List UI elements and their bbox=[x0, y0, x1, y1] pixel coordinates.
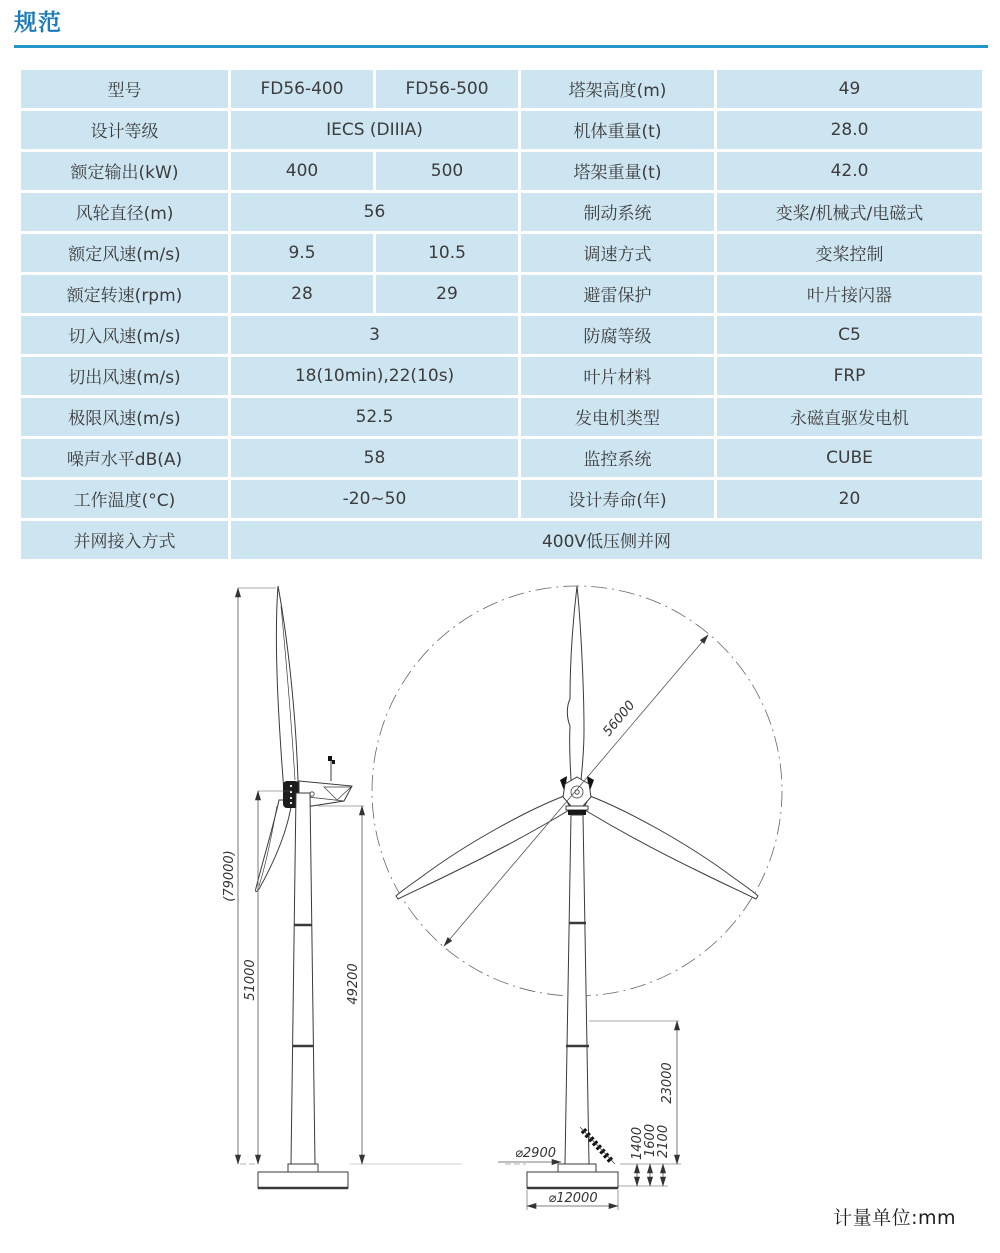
spec-label-cell: 工作温度(°C) bbox=[21, 480, 228, 518]
front-blade-up-icon bbox=[567, 586, 584, 780]
front-tower-icon bbox=[565, 815, 589, 1164]
spec-value-cell: 永磁直驱发电机 bbox=[717, 398, 982, 436]
spec-value-cell: 56 bbox=[231, 193, 518, 231]
spec-value-cell: 20 bbox=[717, 480, 982, 518]
spec-value-cell: C5 bbox=[717, 316, 982, 354]
spec-label-cell: 调速方式 bbox=[521, 234, 714, 272]
spec-label-cell: 监控系统 bbox=[521, 439, 714, 477]
spec-label-cell: 塔架高度(m) bbox=[521, 70, 714, 108]
side-foundation-icon bbox=[240, 1164, 462, 1188]
spec-label-cell: 型号 bbox=[21, 70, 228, 108]
spec-value-cell: FD56-500 bbox=[376, 70, 518, 108]
dim-label-lower-tower: 23000 bbox=[660, 1062, 675, 1104]
spec-label-cell: 避雷保护 bbox=[521, 275, 714, 313]
spec-value-cell: 42.0 bbox=[717, 152, 982, 190]
spec-value-cell: 18(10min),22(10s) bbox=[231, 357, 518, 395]
spec-label-cell: 发电机类型 bbox=[521, 398, 714, 436]
dim-label-overall-height: (79000) bbox=[222, 850, 237, 902]
page-title: 规范 bbox=[14, 10, 62, 36]
spec-label-cell: 额定风速(m/s) bbox=[21, 234, 228, 272]
spec-label-cell: 切出风速(m/s) bbox=[21, 357, 228, 395]
spec-value-cell: 49 bbox=[717, 70, 982, 108]
front-blade-right-icon bbox=[583, 796, 758, 899]
dim-label-hub-height: 51000 bbox=[243, 959, 258, 1001]
spec-value-cell: 29 bbox=[376, 275, 518, 313]
front-blade-left-icon bbox=[396, 796, 571, 899]
spec-value-cell: 400 bbox=[231, 152, 373, 190]
spec-value-cell: 叶片接闪器 bbox=[717, 275, 982, 313]
spec-label-cell: 噪声水平dB(A) bbox=[21, 439, 228, 477]
dim-label-depth-2100: 2100 bbox=[656, 1124, 671, 1158]
unit-note: 计量单位:mm bbox=[833, 1207, 956, 1229]
spec-label-cell: 塔架重量(t) bbox=[521, 152, 714, 190]
dim-label-tower-height: 49200 bbox=[346, 963, 361, 1005]
spec-value-cell: 3 bbox=[231, 316, 518, 354]
dim-label-tower-base-diameter: ⌀2900 bbox=[515, 1146, 556, 1161]
spec-label-cell: 制动系统 bbox=[521, 193, 714, 231]
spec-value-cell: FD56-400 bbox=[231, 70, 373, 108]
spec-value-cell: 28.0 bbox=[717, 111, 982, 149]
spec-value-cell: CUBE bbox=[717, 439, 982, 477]
spec-value-cell: 52.5 bbox=[231, 398, 518, 436]
spec-value-cell: 变桨控制 bbox=[717, 234, 982, 272]
side-view-drawing bbox=[222, 586, 462, 1188]
dim-label-foundation-diameter: ⌀12000 bbox=[548, 1191, 598, 1206]
spec-value-cell: 10.5 bbox=[376, 234, 518, 272]
dim-label-rotor-diameter: 56000 bbox=[600, 698, 639, 740]
spec-value-cell: 变桨/机械式/电磁式 bbox=[717, 193, 982, 231]
spec-label-cell: 并网接入方式 bbox=[21, 521, 228, 559]
spec-label-cell: 设计寿命(年) bbox=[521, 480, 714, 518]
spec-label-cell: 额定转速(rpm) bbox=[21, 275, 228, 313]
spec-value-cell: 28 bbox=[231, 275, 373, 313]
spec-value-cell: FRP bbox=[717, 357, 982, 395]
spec-label-cell: 机体重量(t) bbox=[521, 111, 714, 149]
spec-value-cell: 400V低压侧并网 bbox=[231, 521, 982, 559]
spec-label-cell: 额定输出(kW) bbox=[21, 152, 228, 190]
spec-value-cell: 9.5 bbox=[231, 234, 373, 272]
spec-label-cell: 防腐等级 bbox=[521, 316, 714, 354]
dim-label-depth-1400: 1400 bbox=[630, 1126, 645, 1160]
side-blade-up-icon bbox=[276, 586, 298, 792]
dim-label-depth-1600: 1600 bbox=[643, 1123, 658, 1157]
front-view-drawing bbox=[372, 586, 782, 1210]
side-blade-down-icon bbox=[256, 800, 292, 892]
spec-label-cell: 叶片材料 bbox=[521, 357, 714, 395]
spec-label-cell: 极限风速(m/s) bbox=[21, 398, 228, 436]
spec-label-cell: 切入风速(m/s) bbox=[21, 316, 228, 354]
side-tower-icon bbox=[291, 793, 315, 1164]
spec-label-cell: 设计等级 bbox=[21, 111, 228, 149]
front-foundation-icon bbox=[505, 1164, 681, 1188]
spec-value-cell: IECS (DIIIA) bbox=[231, 111, 518, 149]
spec-label-cell: 风轮直径(m) bbox=[21, 193, 228, 231]
spec-value-cell: 500 bbox=[376, 152, 518, 190]
spec-value-cell: -20~50 bbox=[231, 480, 518, 518]
spec-value-cell: 58 bbox=[231, 439, 518, 477]
